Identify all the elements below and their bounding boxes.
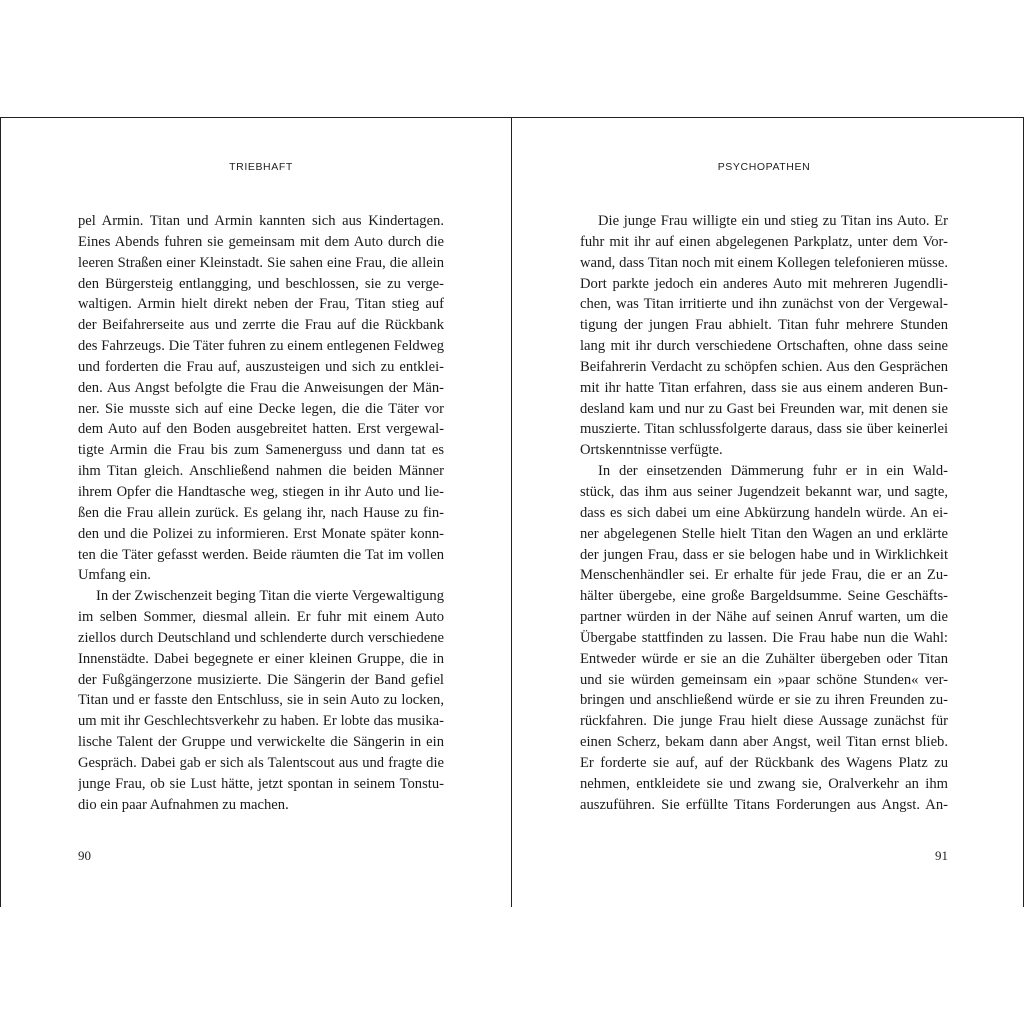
left-page-body-text: [78, 211, 444, 815]
text-line: und sie würden gemeinsam ein »paar schöne Stunden« ver-: [580, 671, 948, 688]
text-line: tigung der jungen Frau abhielt. Titan fuhr mehrere Stunden: [580, 317, 948, 334]
text-line: tigte Armin die Frau bis zum Samenerguss und dann tat es: [78, 442, 444, 459]
right-page-number: 91: [935, 848, 948, 863]
text-line: Er forderte sie auf, auf der Rückbank des Wagens Platz zu: [580, 754, 948, 771]
text-line: Übergabe stattfinden zu lassen. Die Frau habe nun die Wahl:: [580, 629, 948, 646]
text-line: dem Auto auf den Boden ausgebreitet hatten. Erst vergewal-: [78, 421, 444, 438]
text-line: ner. Sie musste sich auf eine Decke legen, die die Täter vor: [78, 400, 444, 417]
text-line: Entweder würde er sie an die Zuhälter übergeben oder Titan: [580, 650, 948, 667]
text-line: den Bürgersteig entlangging, und beschlossen, sie zu verge-: [78, 275, 444, 292]
text-line: und forderten die Frau auf, auszusteigen und sich zu entklei-: [78, 358, 444, 375]
text-line: Die junge Frau willigte ein und stieg zu Titan ins Auto. Er: [598, 213, 948, 229]
text-line: nehmen, entkleidete sie und zwang sie, Oralverkehr an ihm: [580, 775, 948, 792]
text-line: Beifahrerin Verdacht zu schöpfen schien. Aus den Gesprächen: [580, 358, 948, 375]
text-line: fuhr mit ihr auf einen abgelegenen Parkplatz, unter dem Vor-: [580, 233, 948, 250]
text-line: desland kam und nur zu Gast bei Freunden war, mit denen sie: [580, 400, 948, 417]
text-line: im selben Sommer, diesmal allein. Er fuhr mit einem Auto: [78, 609, 444, 626]
text-line: rückfahren. Die junge Frau hielt diese Aussage zunächst für: [580, 713, 948, 730]
text-line: ziellos durch Deutschland und schlenderte durch verschiedene: [78, 629, 444, 646]
text-line: ihrem Opfer die Handtasche weg, stiegen in ihr Auto und lie-: [78, 483, 444, 500]
text-line: Gespräch. Dabei gab er sich als Talentscout aus und fragte die: [78, 754, 444, 771]
text-line: stück, das ihm aus seiner Jugendzeit bekannt war, und sagte,: [580, 483, 948, 500]
book-gutter: [511, 117, 512, 907]
text-line: lang mit ihr durch verschiedene Ortschaften, ohne dass seine: [580, 338, 948, 355]
text-line: lische Talent der Gruppe und verwickelte die Sängerin in ein: [78, 734, 444, 751]
text-line: Dort parkte jedoch ein anderes Auto mit mehreren Jugendli-: [580, 275, 948, 292]
text-line: des Fahrzeugs. Die Täter fuhren zu einem entlegenen Feldweg: [78, 338, 444, 355]
text-line: hälter übergebe, eine große Bargeldsumme. Seine Geschäfts-: [580, 588, 948, 605]
text-line: Eines Abends fuhren sie gemeinsam mit dem Auto durch die: [78, 233, 444, 250]
left-running-head: TRIEBHAFT: [229, 161, 293, 173]
text-line: muszierte. Titan schlussfolgerte daraus, dass sie über keinerlei: [580, 421, 948, 438]
text-line: ßen die Frau allein zurück. Es gelang ihr, nach Hause zu fin-: [78, 504, 444, 521]
text-line: der Fußgängerzone musizierte. Die Sängerin der Band gefiel: [78, 671, 444, 688]
text-line: wand, dass Titan noch mit einem Kollegen telefonieren müsse.: [580, 254, 948, 271]
text-line: leeren Straßen einer Kleinstadt. Sie sahen eine Frau, die allein: [78, 254, 444, 271]
text-line: um mit ihr Geschlechtsverkehr zu haben. Er lobte das musika-: [78, 713, 444, 730]
text-line: Umfang ein.: [78, 567, 151, 584]
text-line: partner würden in der Nähe auf seinen Anruf warten, um die: [580, 609, 948, 626]
right-running-head: PSYCHOPATHEN: [717, 161, 811, 173]
text-line: ihm Titan gleich. Anschließend nahmen die beiden Männer: [78, 463, 444, 480]
text-line: bringen und anschließend würde er sie zu ihren Freunden zu-: [580, 692, 948, 709]
text-line: den und die Polizei zu informieren. Erst Monate später konn-: [78, 525, 444, 542]
text-line: Ortskenntnisse verfügte.: [580, 442, 723, 459]
text-line: Menschenhändler sei. Er erhalte für jede Frau, die er an Zu-: [580, 567, 948, 584]
left-page-number: 90: [78, 848, 91, 863]
text-line: mit ihr hatte Titan erfahren, dass sie aus einem anderen Bun-: [580, 379, 948, 396]
right-page-body-text: [580, 211, 948, 815]
book-spread-left-edge: [0, 117, 1, 907]
text-line: Innenstädte. Dabei begegnete er einer kleinen Gruppe, die in: [78, 650, 444, 667]
text-line: auszuführen. Sie erfüllte Titans Forderungen aus Angst. An-: [580, 796, 948, 813]
left-page: [78, 117, 444, 907]
text-line: dio ein paar Aufnahmen zu machen.: [78, 796, 289, 813]
text-line: In der einsetzenden Dämmerung fuhr er in ein Wald-: [598, 463, 948, 480]
text-line: der Beifahrerseite aus und zerrte die Frau auf die Rückbank: [78, 317, 444, 334]
text-line: ten die Täter gefasst werden. Beide räumten die Tat im vollen: [78, 546, 444, 563]
text-line: pel Armin. Titan und Armin kannten sich aus Kindertagen.: [78, 213, 444, 229]
text-line: waltigen. Armin hielt direkt neben der Frau, Titan stieg auf: [78, 296, 444, 313]
right-page: [580, 117, 948, 907]
text-line: einen Scherz, bekam dann aber Angst, weil Titan ernst blieb.: [580, 734, 948, 751]
text-line: junge Frau, ob sie Lust hätte, jetzt spontan in seinem Tonstu-: [78, 775, 444, 792]
text-line: den. Aus Angst befolgte die Frau die Anweisungen der Män-: [78, 379, 444, 396]
text-line: chen, was Titan irritierte und ihn zunächst von der Vergewal-: [580, 296, 948, 313]
text-line: der jungen Frau, dass er sie belogen habe und in Wirklichkeit: [580, 546, 948, 563]
text-line: In der Zwischenzeit beging Titan die vierte Vergewaltigung: [96, 588, 444, 605]
text-line: ner abgelegenen Stelle hielt Titan den Wagen an und erklärte: [580, 525, 948, 542]
text-line: Titan und er fasste den Entschluss, sie in sein Auto zu locken,: [78, 692, 444, 709]
text-line: dass es sich dabei um eine Abkürzung handeln würde. An ei-: [580, 504, 948, 521]
